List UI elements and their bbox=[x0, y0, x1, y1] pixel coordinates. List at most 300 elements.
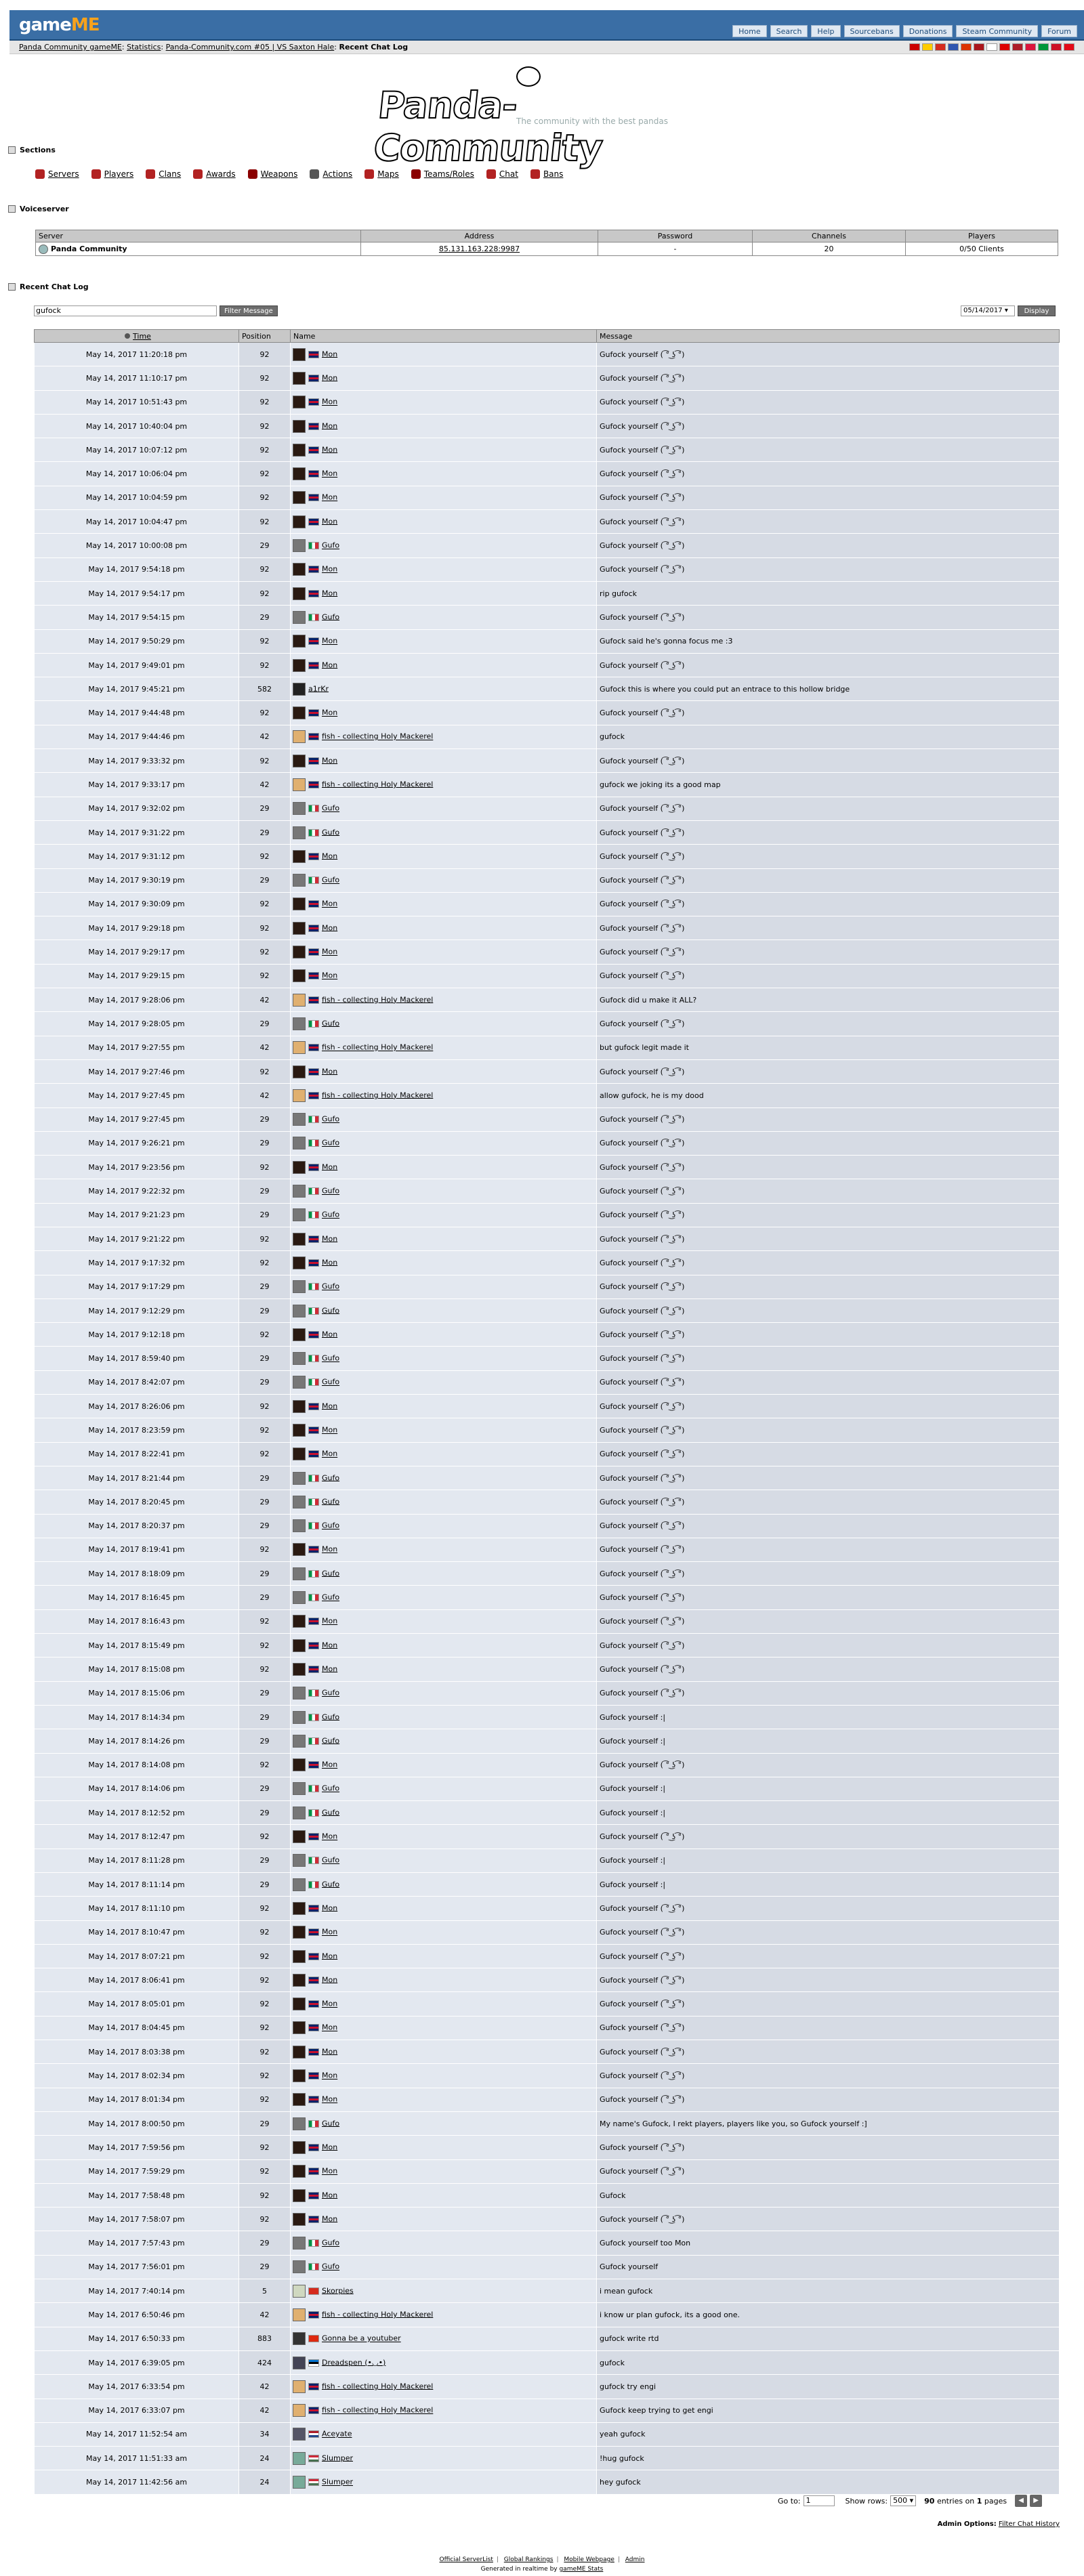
display-button[interactable]: Display bbox=[1018, 305, 1056, 316]
chat-player bbox=[291, 1298, 597, 1322]
player-avatar[interactable] bbox=[293, 898, 306, 910]
country-flag-icon bbox=[308, 757, 319, 765]
player-name-link[interactable]: Gufo bbox=[322, 1497, 340, 1506]
player-avatar[interactable] bbox=[293, 372, 306, 385]
chat-time: May 14, 2017 9:28:05 pm bbox=[35, 1012, 239, 1036]
player-name-link[interactable]: Mon bbox=[322, 1832, 338, 1841]
filter-message-button[interactable]: Filter Message bbox=[220, 305, 278, 316]
chat-message: Gufock yourself ( ͡° ͜ʖ ͡°) bbox=[597, 1059, 1060, 1083]
collapse-icon[interactable] bbox=[8, 283, 16, 291]
breadcrumb-link[interactable]: Statistics bbox=[127, 43, 161, 51]
chat-position: 29 bbox=[239, 1179, 291, 1203]
player-name-link[interactable]: Mon bbox=[322, 2071, 338, 2080]
section-servers[interactable]: Servers bbox=[35, 169, 79, 179]
player-avatar[interactable] bbox=[293, 2046, 306, 2058]
rows-select[interactable]: 500 ▾ bbox=[890, 2495, 916, 2506]
player-avatar[interactable] bbox=[293, 1448, 306, 1460]
player-avatar[interactable] bbox=[293, 611, 306, 624]
player-avatar[interactable] bbox=[293, 946, 306, 958]
chat-row bbox=[35, 1323, 1060, 1347]
player-avatar[interactable] bbox=[293, 1807, 306, 1819]
player-avatar[interactable] bbox=[293, 683, 306, 696]
player-avatar[interactable] bbox=[293, 515, 306, 528]
player-avatar[interactable] bbox=[293, 1161, 306, 1174]
next-page-icon[interactable]: ▶ bbox=[1030, 2495, 1042, 2507]
server-address[interactable]: 85.131.163.228:9987 bbox=[361, 242, 598, 256]
column-header: Channels bbox=[753, 230, 906, 242]
player-avatar[interactable] bbox=[293, 420, 306, 433]
player-name-link[interactable]: Gufo bbox=[322, 1210, 340, 1219]
player-name-link[interactable]: Mon bbox=[322, 636, 338, 646]
player-name-link[interactable]: Dreadspen (•◡•) bbox=[322, 2358, 386, 2367]
chat-message: Gufock yourself ( ͡° ͜ʖ ͡°) bbox=[597, 1370, 1060, 1394]
player-name-link[interactable]: Mon bbox=[322, 923, 338, 933]
player-name-link[interactable]: Mon bbox=[322, 2214, 338, 2224]
chat-time: May 14, 2017 8:04:45 pm bbox=[35, 2016, 239, 2040]
section-clans[interactable]: Clans bbox=[146, 169, 181, 179]
player-avatar[interactable] bbox=[293, 1591, 306, 1604]
column-header-time[interactable]: Time bbox=[35, 330, 239, 343]
chat-player bbox=[291, 2255, 597, 2279]
player-avatar[interactable] bbox=[293, 1400, 306, 1413]
player-avatar[interactable] bbox=[293, 2117, 306, 2130]
section-teams-roles[interactable]: Teams/Roles bbox=[411, 169, 474, 179]
player-avatar[interactable] bbox=[293, 1998, 306, 2010]
player-avatar[interactable] bbox=[293, 1113, 306, 1126]
player-avatar[interactable] bbox=[293, 1376, 306, 1389]
player-avatar[interactable] bbox=[293, 706, 306, 719]
footer-link[interactable]: Mobile Webpage bbox=[564, 2556, 614, 2563]
player-avatar[interactable] bbox=[293, 1974, 306, 1987]
player-avatar[interactable] bbox=[293, 1926, 306, 1939]
flag-icon[interactable] bbox=[1025, 43, 1036, 51]
player-name-link[interactable]: Mon bbox=[322, 1641, 338, 1650]
flag-icon[interactable] bbox=[961, 43, 972, 51]
player-avatar[interactable] bbox=[293, 730, 306, 743]
player-avatar[interactable] bbox=[293, 1041, 306, 1054]
date-select[interactable]: 05/14/2017 ▾ bbox=[961, 305, 1015, 316]
player-avatar[interactable] bbox=[293, 1519, 306, 1532]
player-avatar[interactable] bbox=[293, 2165, 306, 2178]
player-name-link[interactable]: Gufo bbox=[322, 1019, 340, 1028]
country-flag-icon bbox=[308, 1020, 319, 1028]
chat-player bbox=[291, 486, 597, 509]
player-name-link[interactable]: Mon bbox=[322, 2191, 338, 2199]
player-name-link[interactable]: Gufo bbox=[322, 541, 340, 550]
player-avatar[interactable] bbox=[293, 1615, 306, 1628]
flag-icon[interactable] bbox=[1012, 43, 1023, 51]
chat-position: 92 bbox=[239, 2088, 291, 2111]
flag-icon[interactable] bbox=[1038, 43, 1049, 51]
chat-row bbox=[35, 1729, 1060, 1753]
section-chat[interactable]: Chat bbox=[486, 169, 518, 179]
player-name-link[interactable]: Mon bbox=[322, 1999, 338, 2008]
chat-message: Gufock yourself ( ͡° ͜ʖ ͡°) bbox=[597, 534, 1060, 557]
chat-time: May 14, 2017 9:54:17 pm bbox=[35, 581, 239, 605]
chat-position: 92 bbox=[239, 701, 291, 725]
player-avatar[interactable] bbox=[293, 1208, 306, 1221]
goto-page-input[interactable]: 1 bbox=[804, 2495, 835, 2506]
chat-time: May 14, 2017 6:33:54 pm bbox=[35, 2375, 239, 2399]
player-name-link[interactable]: Mon bbox=[322, 2047, 338, 2056]
player-avatar[interactable] bbox=[293, 2452, 306, 2465]
chat-player bbox=[291, 1753, 597, 1777]
player-name-link[interactable]: Mon bbox=[322, 851, 338, 861]
collapse-icon[interactable] bbox=[8, 205, 16, 213]
player-avatar[interactable] bbox=[293, 1017, 306, 1030]
player-avatar[interactable] bbox=[293, 1089, 306, 1102]
player-avatar[interactable] bbox=[293, 467, 306, 480]
player-avatar[interactable] bbox=[293, 2380, 306, 2393]
flag-icon[interactable] bbox=[935, 43, 946, 51]
player-name-link[interactable]: Mon bbox=[322, 1067, 338, 1076]
flag-icon[interactable] bbox=[1051, 43, 1062, 51]
flag-icon[interactable] bbox=[948, 43, 959, 51]
section-actions[interactable]: Actions bbox=[310, 169, 352, 179]
nav-search-button[interactable]: Search bbox=[770, 25, 808, 37]
nav-steam-community-button[interactable]: Steam Community bbox=[956, 25, 1038, 37]
player-name-link[interactable]: Gufo bbox=[322, 828, 340, 837]
chat-player bbox=[291, 1179, 597, 1203]
chat-position: 29 bbox=[239, 1275, 291, 1298]
player-name-link[interactable]: Mon bbox=[322, 1234, 338, 1244]
player-avatar[interactable] bbox=[293, 1543, 306, 1556]
player-name-link[interactable]: Mon bbox=[322, 2094, 338, 2104]
player-name-link[interactable]: Gufo bbox=[322, 1592, 340, 1602]
player-name-link[interactable]: Gufo bbox=[322, 1353, 340, 1363]
player-name-link[interactable]: Gufo bbox=[322, 1282, 340, 1291]
chat-row bbox=[35, 2111, 1060, 2135]
player-avatar[interactable] bbox=[293, 1424, 306, 1437]
player-avatar[interactable] bbox=[293, 1233, 306, 1246]
player-name-link[interactable]: Mon bbox=[322, 660, 338, 669]
player-name-link[interactable]: Mon bbox=[322, 708, 338, 717]
player-avatar[interactable] bbox=[293, 2357, 306, 2369]
player-name-link[interactable]: Gufo bbox=[322, 1473, 340, 1483]
chat-time: May 14, 2017 11:10:17 pm bbox=[35, 366, 239, 390]
player-avatar[interactable] bbox=[293, 1782, 306, 1795]
country-flag-icon bbox=[308, 1378, 319, 1386]
player-name-link[interactable]: Mon bbox=[322, 350, 338, 359]
chat-position: 42 bbox=[239, 1084, 291, 1107]
flag-icon[interactable] bbox=[974, 43, 984, 51]
player-avatar[interactable] bbox=[293, 778, 306, 791]
section-players[interactable]: Players bbox=[91, 169, 134, 179]
player-avatar[interactable] bbox=[293, 491, 306, 504]
chat-message: Gufock yourself ( ͡° ͜ʖ ͡°) bbox=[597, 438, 1060, 462]
player-avatar[interactable] bbox=[293, 2213, 306, 2226]
player-avatar[interactable] bbox=[293, 1663, 306, 1676]
player-name-link[interactable]: Mon bbox=[322, 564, 338, 574]
player-name-link[interactable]: Gufo bbox=[322, 612, 340, 622]
section-weapons[interactable]: Weapons bbox=[248, 169, 298, 179]
chat-position: 42 bbox=[239, 988, 291, 1012]
player-avatar[interactable] bbox=[293, 1185, 306, 1198]
chat-message: Gufock yourself ( ͡° ͜ʖ ͡°) bbox=[597, 1418, 1060, 1442]
player-avatar[interactable] bbox=[293, 1257, 306, 1269]
chat-player bbox=[291, 1203, 597, 1227]
chat-time: May 14, 2017 9:17:32 pm bbox=[35, 1251, 239, 1275]
nav-forum-button[interactable]: Forum bbox=[1041, 25, 1077, 37]
player-name-link[interactable]: Slumper bbox=[322, 2453, 353, 2463]
player-avatar[interactable] bbox=[293, 2476, 306, 2489]
player-name-link[interactable]: Gufo bbox=[322, 1521, 340, 1530]
player-name-link[interactable]: Gufo bbox=[322, 803, 340, 813]
chat-message: Gufock yourself :| bbox=[597, 1801, 1060, 1825]
player-name-link[interactable]: Mon bbox=[322, 1927, 338, 1937]
country-flag-icon bbox=[308, 2048, 319, 2056]
filter-chat-history-link[interactable]: Filter Chat History bbox=[998, 2520, 1060, 2528]
player-avatar[interactable] bbox=[293, 2141, 306, 2154]
player-avatar[interactable] bbox=[293, 659, 306, 672]
section-bans[interactable]: Bans bbox=[530, 169, 563, 179]
player-avatar[interactable] bbox=[293, 2308, 306, 2321]
player-name-link[interactable]: Mon bbox=[322, 1544, 338, 1554]
player-name-link[interactable]: Gufo bbox=[322, 1114, 340, 1124]
chat-position: 29 bbox=[239, 1107, 291, 1131]
player-name-link[interactable]: Gufo bbox=[322, 1688, 340, 1697]
chat-row bbox=[35, 1920, 1060, 1944]
player-name-link[interactable]: Gufo bbox=[322, 1783, 340, 1793]
flag-icon[interactable] bbox=[986, 43, 997, 51]
player-name-link[interactable]: Mon bbox=[322, 421, 338, 431]
player-name-link[interactable]: Mon bbox=[322, 517, 338, 526]
chat-row bbox=[35, 1586, 1060, 1609]
chat-position: 92 bbox=[239, 1251, 291, 1275]
gameme-stats-link[interactable]: gameME Stats bbox=[559, 2566, 604, 2573]
player-name-link[interactable]: Gufo bbox=[322, 2262, 340, 2271]
player-avatar[interactable] bbox=[293, 1328, 306, 1341]
player-avatar[interactable] bbox=[293, 1305, 306, 1317]
player-name-link[interactable]: fish - collecting Holy Mackerel bbox=[322, 995, 434, 1005]
player-name-link[interactable]: fish - collecting Holy Mackerel bbox=[322, 2405, 434, 2415]
player-name-link[interactable]: Mon bbox=[322, 1616, 338, 1626]
player-avatar[interactable] bbox=[293, 802, 306, 815]
player-avatar[interactable] bbox=[293, 2404, 306, 2417]
voiceserver-heading[interactable]: Voiceserver bbox=[8, 205, 69, 213]
filter-input[interactable]: gufock bbox=[34, 305, 217, 316]
section-maps[interactable]: Maps bbox=[364, 169, 399, 179]
player-name-link[interactable]: Slumper bbox=[322, 2477, 353, 2487]
player-avatar[interactable] bbox=[293, 396, 306, 408]
player-avatar[interactable] bbox=[293, 1280, 306, 1293]
player-name-link[interactable]: Gonna be a youtuber bbox=[322, 2334, 401, 2343]
chat-message: Gufock yourself ( ͡° ͜ʖ ͡°) bbox=[597, 892, 1060, 916]
player-name-link[interactable]: fish - collecting Holy Mackerel bbox=[322, 780, 434, 789]
player-name-link[interactable]: Mon bbox=[322, 1664, 338, 1674]
player-name-link[interactable]: Gufo bbox=[322, 1736, 340, 1746]
chat-time: May 14, 2017 8:12:47 pm bbox=[35, 1825, 239, 1849]
player-name-link[interactable]: a1rKr bbox=[308, 684, 329, 694]
player-name-link[interactable]: Mon bbox=[322, 1330, 338, 1339]
player-name-link[interactable]: Mon bbox=[322, 1449, 338, 1458]
player-name-link[interactable]: Mon bbox=[322, 1951, 338, 1961]
player-name-link[interactable]: Mon bbox=[322, 445, 338, 455]
player-name-link[interactable]: fish - collecting Holy Mackerel bbox=[322, 1042, 434, 1052]
footer-link[interactable]: Official ServerList bbox=[439, 2556, 493, 2563]
player-avatar[interactable] bbox=[293, 826, 306, 839]
player-name-link[interactable]: Gufo bbox=[322, 1377, 340, 1387]
chatlog-heading[interactable]: Recent Chat Log bbox=[8, 282, 89, 291]
flag-icon[interactable] bbox=[909, 43, 920, 51]
player-avatar[interactable] bbox=[293, 563, 306, 576]
country-flag-icon bbox=[308, 1928, 319, 1936]
player-name-link[interactable]: fish - collecting Holy Mackerel bbox=[322, 1091, 434, 1100]
chat-position: 92 bbox=[239, 1227, 291, 1250]
player-avatar[interactable] bbox=[293, 2021, 306, 2034]
player-avatar[interactable] bbox=[293, 2285, 306, 2298]
player-avatar[interactable] bbox=[293, 1758, 306, 1771]
breadcrumb-link[interactable]: Panda Community gameME bbox=[19, 43, 122, 51]
player-avatar[interactable] bbox=[293, 1472, 306, 1485]
player-avatar[interactable] bbox=[293, 994, 306, 1007]
chat-time: May 14, 2017 10:04:59 pm bbox=[35, 486, 239, 509]
breadcrumb-link[interactable]: Panda-Community.com #05 | VS Saxton Hale bbox=[165, 43, 335, 51]
chat-row bbox=[35, 1036, 1060, 1059]
player-avatar[interactable] bbox=[293, 1902, 306, 1915]
player-avatar[interactable] bbox=[293, 348, 306, 361]
player-name-link[interactable]: Mon bbox=[322, 947, 338, 956]
chat-message: Gufock yourself ( ͡° ͜ʖ ͡°) bbox=[597, 749, 1060, 773]
player-avatar[interactable] bbox=[293, 2189, 306, 2202]
player-name-link[interactable]: Mon bbox=[322, 756, 338, 765]
player-name-link[interactable]: Mon bbox=[322, 1401, 338, 1411]
player-avatar[interactable] bbox=[293, 922, 306, 935]
player-name-link[interactable]: Mon bbox=[322, 469, 338, 478]
player-avatar[interactable] bbox=[293, 1711, 306, 1724]
prev-page-icon[interactable]: ◀ bbox=[1015, 2495, 1027, 2507]
player-avatar[interactable] bbox=[293, 1639, 306, 1652]
player-avatar[interactable] bbox=[293, 2428, 306, 2441]
player-name-link[interactable]: fish - collecting Holy Mackerel bbox=[322, 2310, 434, 2319]
nav-home-button[interactable]: Home bbox=[732, 25, 766, 37]
player-name-link[interactable]: Gufo bbox=[322, 1138, 340, 1147]
player-name-link[interactable]: Mon bbox=[322, 1162, 338, 1172]
flag-icon[interactable] bbox=[1064, 43, 1075, 51]
player-name-link[interactable]: Mon bbox=[322, 2142, 338, 2152]
chat-row bbox=[35, 1084, 1060, 1107]
player-name-link[interactable]: Gufo bbox=[322, 1186, 340, 1196]
nav-sourcebans-button[interactable]: Sourcebans bbox=[844, 25, 900, 37]
player-avatar[interactable] bbox=[293, 2260, 306, 2273]
player-avatar[interactable] bbox=[293, 539, 306, 552]
chat-row bbox=[35, 2447, 1060, 2470]
country-flag-icon bbox=[308, 2335, 319, 2342]
nav-help-button[interactable]: Help bbox=[811, 25, 840, 37]
chat-position: 92 bbox=[239, 1992, 291, 2016]
chat-position: 24 bbox=[239, 2470, 291, 2494]
nav-donations-button[interactable]: Donations bbox=[903, 25, 953, 37]
player-name-link[interactable]: Mon bbox=[322, 1425, 338, 1435]
chat-message: gufock write rtd bbox=[597, 2327, 1060, 2350]
player-name-link[interactable]: fish - collecting Holy Mackerel bbox=[322, 2382, 434, 2391]
player-avatar[interactable] bbox=[293, 969, 306, 982]
player-avatar[interactable] bbox=[293, 1567, 306, 1580]
player-name-link[interactable]: Gufo bbox=[322, 1880, 340, 1889]
player-avatar[interactable] bbox=[293, 1496, 306, 1508]
sections-heading[interactable]: Sections bbox=[8, 146, 56, 154]
player-name-link[interactable]: Mon bbox=[322, 1903, 338, 1913]
player-avatar[interactable] bbox=[293, 1854, 306, 1867]
player-avatar[interactable] bbox=[293, 2093, 306, 2106]
country-flag-icon bbox=[308, 709, 319, 717]
chat-row bbox=[35, 2422, 1060, 2446]
player-avatar[interactable] bbox=[293, 635, 306, 648]
player-avatar[interactable] bbox=[293, 1137, 306, 1149]
player-name-link[interactable]: Mon bbox=[322, 1760, 338, 1769]
player-name-link[interactable]: Mon bbox=[322, 1258, 338, 1267]
player-name-link[interactable]: Gufo bbox=[322, 2238, 340, 2247]
player-name-link[interactable]: Mon bbox=[322, 971, 338, 980]
player-name-link[interactable]: Mon bbox=[322, 2023, 338, 2032]
chat-position: 92 bbox=[239, 629, 291, 653]
player-avatar[interactable] bbox=[293, 444, 306, 457]
player-name-link[interactable]: Mon bbox=[322, 492, 338, 502]
player-avatar[interactable] bbox=[293, 2069, 306, 2082]
collapse-icon[interactable] bbox=[8, 146, 16, 154]
player-name-link[interactable]: Gufo bbox=[322, 1712, 340, 1722]
chat-row bbox=[35, 2040, 1060, 2064]
player-name-link[interactable]: Gufo bbox=[322, 1808, 340, 1817]
player-name-link[interactable]: Gufo bbox=[322, 1306, 340, 1315]
player-avatar[interactable] bbox=[293, 1878, 306, 1891]
player-name-link[interactable]: Gufo bbox=[322, 1569, 340, 1578]
player-name-link[interactable]: fish - collecting Holy Mackerel bbox=[322, 732, 434, 741]
player-avatar[interactable] bbox=[293, 1830, 306, 1843]
country-flag-icon bbox=[308, 853, 319, 860]
section-awards[interactable]: Awards bbox=[193, 169, 235, 179]
chat-position: 92 bbox=[239, 1753, 291, 1777]
player-name-link[interactable]: Gufo bbox=[322, 875, 340, 885]
chat-message: Gufock yourself ( ͡° ͜ʖ ͡°) bbox=[597, 1179, 1060, 1203]
top-nav bbox=[729, 25, 1077, 37]
chat-message: Gufock yourself ( ͡° ͜ʖ ͡°) bbox=[597, 1992, 1060, 2016]
player-avatar[interactable] bbox=[293, 850, 306, 863]
player-avatar[interactable] bbox=[293, 874, 306, 887]
player-name-link[interactable]: Gufo bbox=[322, 2119, 340, 2128]
player-name-link[interactable]: Mon bbox=[322, 899, 338, 908]
footer-link[interactable]: Global Rankings bbox=[503, 2556, 554, 2563]
player-name-link[interactable]: Mon bbox=[322, 397, 338, 406]
chat-player bbox=[291, 1729, 597, 1753]
player-name-link[interactable]: Mon bbox=[322, 589, 338, 598]
player-avatar[interactable] bbox=[293, 2237, 306, 2250]
player-avatar[interactable] bbox=[293, 1065, 306, 1078]
player-avatar[interactable] bbox=[293, 755, 306, 767]
player-avatar[interactable] bbox=[293, 1950, 306, 1963]
flag-icon[interactable] bbox=[999, 43, 1010, 51]
player-name-link[interactable]: Gufo bbox=[322, 1855, 340, 1865]
player-avatar[interactable] bbox=[293, 2332, 306, 2345]
flag-icon[interactable] bbox=[922, 43, 933, 51]
chat-time: May 14, 2017 8:26:06 pm bbox=[35, 1395, 239, 1418]
player-avatar[interactable] bbox=[293, 1735, 306, 1748]
player-name-link[interactable]: Skorpies bbox=[322, 2286, 354, 2296]
player-name-link[interactable]: Aceyate bbox=[322, 2429, 352, 2438]
player-name-link[interactable]: Mon bbox=[322, 2166, 338, 2176]
country-flag-icon bbox=[308, 2407, 319, 2414]
player-avatar[interactable] bbox=[293, 587, 306, 600]
player-name-link[interactable]: Mon bbox=[322, 373, 338, 383]
footer-link[interactable]: Admin bbox=[625, 2556, 645, 2563]
player-avatar[interactable] bbox=[293, 1352, 306, 1365]
player-name-link[interactable]: Mon bbox=[322, 1975, 338, 1985]
chat-time: May 14, 2017 8:11:14 pm bbox=[35, 1873, 239, 1897]
chat-position: 29 bbox=[239, 1490, 291, 1514]
gameme-logo[interactable]: gameME bbox=[19, 15, 100, 35]
player-avatar[interactable] bbox=[293, 1687, 306, 1699]
chat-time: May 14, 2017 8:16:43 pm bbox=[35, 1609, 239, 1633]
